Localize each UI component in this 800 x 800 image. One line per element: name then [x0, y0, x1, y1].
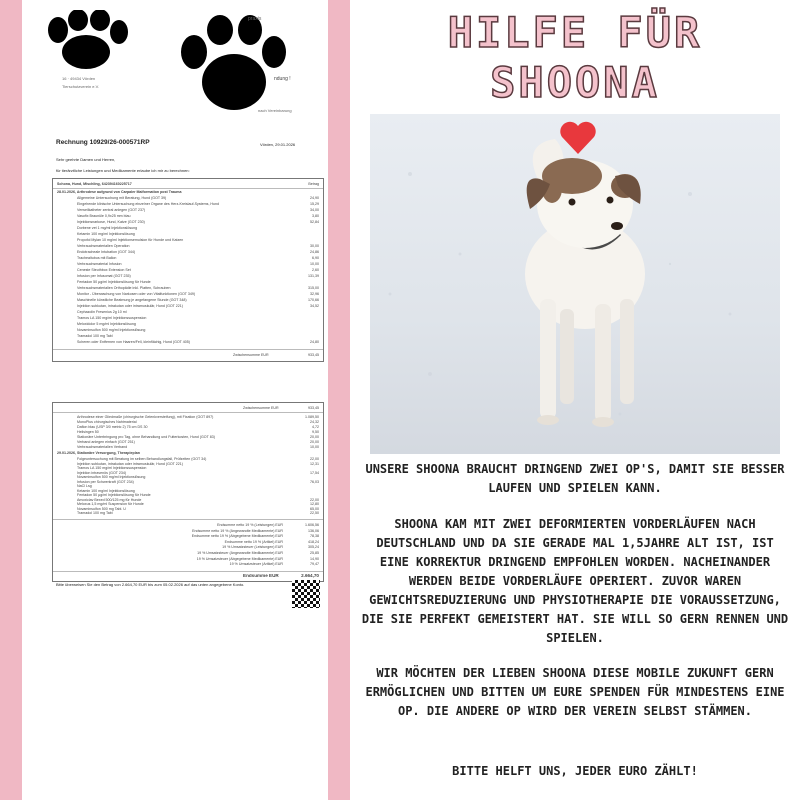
invoice-line-item: Injektion intravenös (GOT 234) [77, 470, 127, 475]
invoice-line-item: Tramos LA 150 mg/ml Injektionssuspension [77, 466, 147, 470]
invoice-line-item: Maschinelle künstliche Beatmung je angefangene Stunde (GOT 348) [77, 298, 187, 302]
invoice-line-item: Infusion per Schwerkraft (GOT 234) [77, 479, 134, 484]
total-line-value: 78,38 [310, 534, 319, 539]
invoice-line-item: Verband anlegen einfach (GOT 251) [77, 440, 135, 444]
invoice-line-item: Heilsingen 50 [77, 430, 99, 434]
invoice-line-amount: 32,96 [310, 292, 319, 296]
invoice-line-amount: 24,32 [310, 420, 319, 424]
section-heading: 28.01.2026, Arthrodese aufgrund von Carpaler Malformation post Trauma [57, 190, 182, 194]
total-line-value: 418,24 [308, 539, 319, 544]
invoice-line-item: NaCl Lsg [77, 484, 92, 488]
invoice-line-amount: 315,00 [308, 286, 319, 290]
page-title-line-2: SHOONA [490, 58, 660, 107]
invoice-line-item: Ketamin 100 mg/ml Injektionslösung [77, 232, 135, 236]
invoice-line-amount: 34,52 [310, 304, 319, 308]
total-line-value: 305,24 [308, 545, 319, 550]
invoice-line-amount: 4,72 [312, 425, 319, 429]
total-line-value: 79,47 [310, 562, 319, 567]
invoice-line-amount: 24,86 [310, 250, 319, 254]
invoice-line-item: Novaminsulfon 500 mg/ml Injektionslösung [77, 475, 146, 479]
invoice-line-item: Monitor - Überwachung von Narkosen oder von Vitalfunktionen (GOT 349) [77, 292, 196, 296]
subtotal-value: 933,45 [308, 353, 319, 357]
total-line-value: 14,90 [310, 556, 319, 561]
invoice-line-item: Propofol Mylan 10 mg/ml Injektionsemulsion für Hunde und Katzen [77, 238, 184, 242]
invoice-line-item: Verbrauchsmaterial Infusion [77, 262, 122, 266]
total-line-label: Endsumme netto 19 % (Abgegebene Medikamente) EUR [191, 534, 283, 539]
invoice-line-amount: 34,00 [310, 208, 319, 212]
invoice-intro: für tierärztliche Leistungen und Medikamente erlaube ich mir zu berechnen: [56, 168, 190, 173]
invoice-line-item: Tramos LA 150 mg/ml Injektionssuspension [77, 316, 147, 320]
payment-note: Bitte überweisen Sie den Betrag von 2.664,70 EUR bis zum 05.02.2026 auf das unten angegebene Konto. [56, 582, 245, 587]
total-line-label: Endsumme netto 19 % (Artikel) EUR [224, 539, 283, 544]
total-line-label: 19 % Umsatzsteuer (Leistungen) EUR [222, 545, 283, 550]
page-title-line-1: HILFE FÜR [447, 8, 703, 57]
invoice-greeting: Sehr geehrte Damen und Herren, [56, 157, 116, 162]
invoice-table-2 [52, 402, 324, 582]
dog-photo [370, 114, 780, 454]
invoice-line-item: Scheren oder Entfernen von Haaren/Fell, kleinflächig, Hund (GOT 405) [77, 340, 190, 344]
invoice-line-item: Amoxiclav Bexed 500/125 mg für Hunde [77, 497, 142, 502]
invoice-line-item: Novaminsulfon 500 mg/ml Injektionslösung [77, 328, 146, 332]
invoice-line-amount: 30,00 [310, 244, 319, 248]
invoice-line-amount: 12,80 [310, 502, 319, 506]
invoice-line-amount: 65,00 [310, 506, 319, 511]
invoice-line-item: Injektionsnarkose, Hund, Katze (GOT 230) [77, 220, 145, 224]
invoice-line-item: Injektion subkutan, intrakutan oder intramuskulär, Hund (GOT 221) [77, 304, 184, 308]
invoice-number: Rechnung 10929/26-000571RP [56, 139, 150, 146]
invoice-line-amount: 17,54 [310, 470, 319, 475]
invoice-line-item: Injektion subkutan, intrakutan oder intramuskulär, Hund (GOT 221) [77, 461, 184, 466]
invoice-line-amount: 20,00 [310, 440, 319, 444]
invoice-line-amount: 76,03 [310, 479, 319, 484]
invoice-line-item: Dorbene vet 1 mg/ml Injektionslösung [77, 226, 138, 230]
invoice-line-amount: 12,31 [310, 461, 319, 466]
invoice-line-amount: 24,90 [310, 196, 319, 200]
total-line-label: 19 % Umsatzsteuer (Angewandte Medikamente) EUR [197, 551, 283, 555]
paw-icon [172, 12, 292, 122]
invoice-line-amount: 20,00 [310, 435, 319, 439]
carryover-label: Zwischensumme EUR [243, 406, 279, 410]
invoice-line-amount: 3,80 [312, 214, 319, 218]
heart-icon [558, 120, 598, 156]
carryover-value: 933,45 [308, 406, 319, 410]
invoice-line-item: Allgemeine Untersuchung mit Beratung, Hund (GOT 39) [77, 196, 167, 200]
invoice-line-item: Endotracheale Intubation (GOT 344) [77, 250, 136, 254]
endsumme-label: Endsumme EUR [243, 574, 279, 578]
story-paragraph-2: SHOONA KAM MIT ZWEI DEFORMIERTEN VORDERLÄUFEN NACH DEUTSCHLAND UND DA SIE GERADE MAL 1,5JAHRE ALT IST, IST EINE KORREKTUR DRINGEND EMPFOHLEN WORDEN. NACHEINANDER WERDEN BEIDE VORDERLÄUFE OPERIERT. ZUVOR WAREN GEWICHTSREDUZIERUNG UND PHYSIOTHERAPIE DIE VORAUSSETZUNG, DIE SIE PERFEKT GEMEISTERT HAT. SIE WILL SO GERN RENNEN UND SPIELEN. [361, 517, 789, 645]
invoice-line-item: Folgeuntersuchung mit Beratung im selben Behandlungsfall, Prüfzeiten (GOT 34) [77, 457, 207, 461]
invoice-line-item: Fentadon 50 µg/ml Injektionslösung für Hunde [77, 493, 151, 497]
invoice-line-item: Verbrauchsmaterialien Verband [77, 445, 128, 449]
invoice-line-item: MonoPlus chirurgisches Nahtmaterial [77, 420, 137, 424]
invoice-date: Vörden, 29.01.2026 [260, 142, 296, 147]
invoice-line-item: Cephazolin Fresenius 2g 10 ml [77, 310, 127, 314]
invoice-line-amount: 2,60 [312, 268, 319, 272]
invoice-line-item: Meloxus 1,5 mg/ml Suspension für Hunde [77, 502, 144, 506]
invoice-line-item: Verbrauchsmaterialien Orthopädie inkl. Platten, Schrauben [77, 286, 171, 290]
invoice-table-1 [52, 178, 324, 362]
amount-header: Betrag [308, 182, 319, 186]
invoice-line-item: Vasofix Braunüle 0,9x25 mm blau [77, 214, 131, 218]
invoice-line-amount: 22,00 [310, 457, 319, 461]
total-line-label: 19 % Umsatzsteuer (Artikel) EUR [229, 562, 283, 567]
invoice-line-item: Fentadon 50 µg/ml Injektionslösung für Hunde [77, 280, 151, 284]
invoice-line-amount: 131,39 [308, 274, 319, 278]
invoice-line-amount: 10,00 [310, 262, 319, 266]
total-line-value: 25,85 [310, 551, 319, 555]
invoice-line-amount: 15,29 [310, 202, 319, 206]
total-line-label: Endsumme netto 19 % (Angewandte Medikamente) EUR [192, 528, 283, 533]
invoice-line-item: Meloxidolor 5 mg/ml Injektionslösung [77, 322, 136, 326]
invoice-line-amount: 22,00 [310, 497, 319, 502]
invoice-line-item: Verbrauchsmaterialien Operation [77, 244, 130, 248]
story-paragraph-1: UNSERE SHOONA BRAUCHT DRINGEND ZWEI OP'S, DAMIT SIE BESSER LAUFEN UND SPIELEN KANN. [365, 462, 785, 495]
invoice-line-amount: 170,66 [308, 298, 319, 302]
total-line-value: 136,06 [308, 528, 319, 533]
invoice-line-item: Stationäre Unterbringung pro Tag, ohne Behandlung und Futterkosten, Hund (GOT 83) [77, 435, 215, 439]
total-line-value: 1.606,56 [305, 523, 319, 527]
invoice-line-amount: 1.089,50 [305, 415, 319, 419]
total-line-label: 19 % Umsatzsteuer (Abgegebene Medikamente) EUR [196, 556, 283, 561]
invoice-document: praxis ndung ! 16 · 49434 Vörden Tierschutzverein e.V. nach Vereinbarung Vörden, 29.01.2026 Rechnung 10929/26-000571RP Sehr geehrte Damen und Herren, für tierärztliche Leistungen und Medikamente erlaube ich mir zu berechnen: Schona, Hund, Mischling, 642394160225717 Betrag 28.01.2026, Arthrodese aufgrund von Carpaler Malformation post Trauma Allgemeine Untersuchung mit Beratung, Hund (GOT 39) 24,90 Eingehende klinische Untersuchung einzelner Organe des Herz-Kreislauf-Systems, Hund 15,29 Verweilkatheter zentral anlegen (GOT 237) 34,00 Vasofix Braunüle 0,9x25 mm blau 3,80 Injektionsnarkose, Hund, Katze (GOT 230) 52,84 Dorbene vet 1 mg/ml Injektionslösung Ketamin 100 mg/ml Injektionslösung Propofol Mylan 10 mg/ml Injektionsemulsion für Hunde und Katzen Verbrauchsmaterialien Operation 30,00 Endotracheale Intubation (GOT 344) 24,86 Trachealtubus mit Ballon 6,90 Verbrauchsmaterial Infusion 10,00 Ceneste Steuthbox Extension Set 2,60 Infusion per Infusomat (GOT 235) 131,39 Fentadon 50 µg/ml Injektionslösung für Hunde Verbrauchsmaterialien Orthopädie inkl. Platten, Schrauben 315,00 Monitor - Überwachung von Narkosen oder von Vitalfunktionen (GOT 349) 32,96 Maschinelle künstliche Beatmung je angefangene Stunde (GOT 348) 170,66 Injektion subkutan, intrakutan oder intramuskulär, Hund (GOT 221) 34,52 Cephazolin Fresenius 2g 10 ml Tramos LA 150 mg/ml Injektionssuspension Meloxidolor 5 mg/ml Injektionslösung Novaminsulfon 500 mg/ml Injektionslösung Tramadol 100 mg Tabl Scheren oder Entfernen von Haaren/Fell, kleinflächig, Hund (GOT 405) 24,80 Zwischensumme EUR 933,45 Zwischensumme EUR 933,45 Arthrodese einer Gliedmaße (chirurgische Gelenkversteifung), mit Fixation (GOT 897) 1.089,50 MonoPlus chirurgisches Nahtmaterial 24,32 Daflon blau (USP 3/0 metric 2) 75 cm DS 30 4,72 Heilsingen 50 9,50 Stationäre Unterbringung pro Tag, ohne Behandlung und Futterkosten, Hund (GOT 83) 20,00 Verband anlegen einfach (GOT 251) 20,00 Verbrauchsmaterialien Verband 10,00 29.01.2026, Stationäre Versorgung, Therapieplan Folgeuntersuchung mit Beratung im selben Behandlungsfall, Prüfzeiten (GOT 34) 22,00 Injektion subkutan, intrakutan oder intramuskulär, Hund (GOT 221) 12,31 Tramos LA 150 mg/ml Injektionssuspension Injektion intravenös (GOT 234) 17,54 Novaminsulfon 500 mg/ml Injektionslösung Infusion per Schwerkraft (GOT 234) 76,03 NaCl Lsg Ketamin 100 mg/ml Injektionslösung Fentadon 50 µg/ml Injektionslösung für Hunde Amoxiclav Bexed 500/125 mg für Hunde 22,00 Meloxus 1,5 mg/ml Suspension für Hunde 12,80 Novaminsulfon 500 mg Tabl. U 65,00 Tramadol 100 mg Tabl 22,50 Endsumme netto 19 % (Leistungen) EUR 1.606,56 Endsumme netto 19 % (Angewandte Medikamente) EUR 136,06 Endsumme netto 19 % (Abgegebene Medikamente) EUR 78,38 Endsumme netto 19 % (Artikel) EUR 418,24 19 % Umsatzsteuer (Leistungen) EUR 305,24 19 % Umsatzsteuer (Angewandte Medikamente) EUR 25,85 19 % Umsatzsteuer (Abgegebene Medikamente) EUR 14,90 19 % Umsatzsteuer (Artikel) EUR 79,47 Endsumme EUR 2.664,70 Bitte überweisen Sie den Betrag von 2.664,70 EUR bis zum 05.02.2026 auf das unten angegebene Konto. [22, 0, 328, 800]
invoice-line-amount: 6,90 [312, 256, 319, 260]
paw-icon [34, 10, 134, 70]
invoice-line-amount: 9,50 [312, 430, 319, 434]
invoice-line-item: Tramadol 100 mg Tabl [77, 511, 113, 515]
invoice-line-item: Trachealtubus mit Ballon [77, 256, 117, 260]
invoice-line-item: Daflon blau (USP 3/0 metric 2) 75 cm DS 30 [77, 425, 148, 429]
story-paragraph-4: BITTE HELFT UNS, JEDER EURO ZÄHLT! [452, 764, 698, 778]
invoice-line-amount: 10,00 [310, 445, 319, 449]
invoice-line-item: Novaminsulfon 500 mg Tabl. U [77, 506, 126, 511]
invoice-line-item: Infusion per Infusomat (GOT 235) [77, 274, 131, 278]
total-line-label: Endsumme netto 19 % (Leistungen) EUR [217, 523, 283, 527]
invoice-line-item: Ketamin 100 mg/ml Injektionslösung [77, 488, 135, 493]
invoice-line-item: Ceneste Steuthbox Extension Set [77, 268, 131, 272]
section-heading: 29.01.2026, Stationäre Versorgung, Therapieplan [57, 451, 140, 455]
subtotal-label: Zwischensumme EUR [233, 353, 269, 357]
qr-code [292, 580, 320, 608]
invoice-line-item: Arthrodese einer Gliedmaße (chirurgische Gelenkversteifung), mit Fixation (GOT 897) [77, 415, 214, 419]
invoice-line-item: Eingehende klinische Untersuchung einzelner Organe des Herz-Kreislauf-Systems, Hund [77, 202, 220, 206]
story-paragraph-3: WIR MÖCHTEN DER LIEBEN SHOONA DIESE MOBILE ZUKUNFT GERN ERMÖGLICHEN UND BITTEN UM EURE SPENDEN FÜR MINDESTENS EINE OP. DIE ANDERE OP WIRD DER VEREIN SELBST STÄMMEN. [365, 666, 785, 718]
endsumme-value: 2.664,70 [301, 573, 319, 578]
invoice-line-amount: 24,80 [310, 340, 319, 344]
invoice-line-amount: 52,84 [310, 220, 319, 224]
invoice-line-item: Tramadol 100 mg Tabl [77, 334, 113, 338]
invoice-line-item: Verweilkatheter zentral anlegen (GOT 237) [77, 208, 146, 212]
patient-line: Schona, Hund, Mischling, 642394160225717 [57, 182, 132, 186]
invoice-line-amount: 22,50 [310, 511, 319, 515]
